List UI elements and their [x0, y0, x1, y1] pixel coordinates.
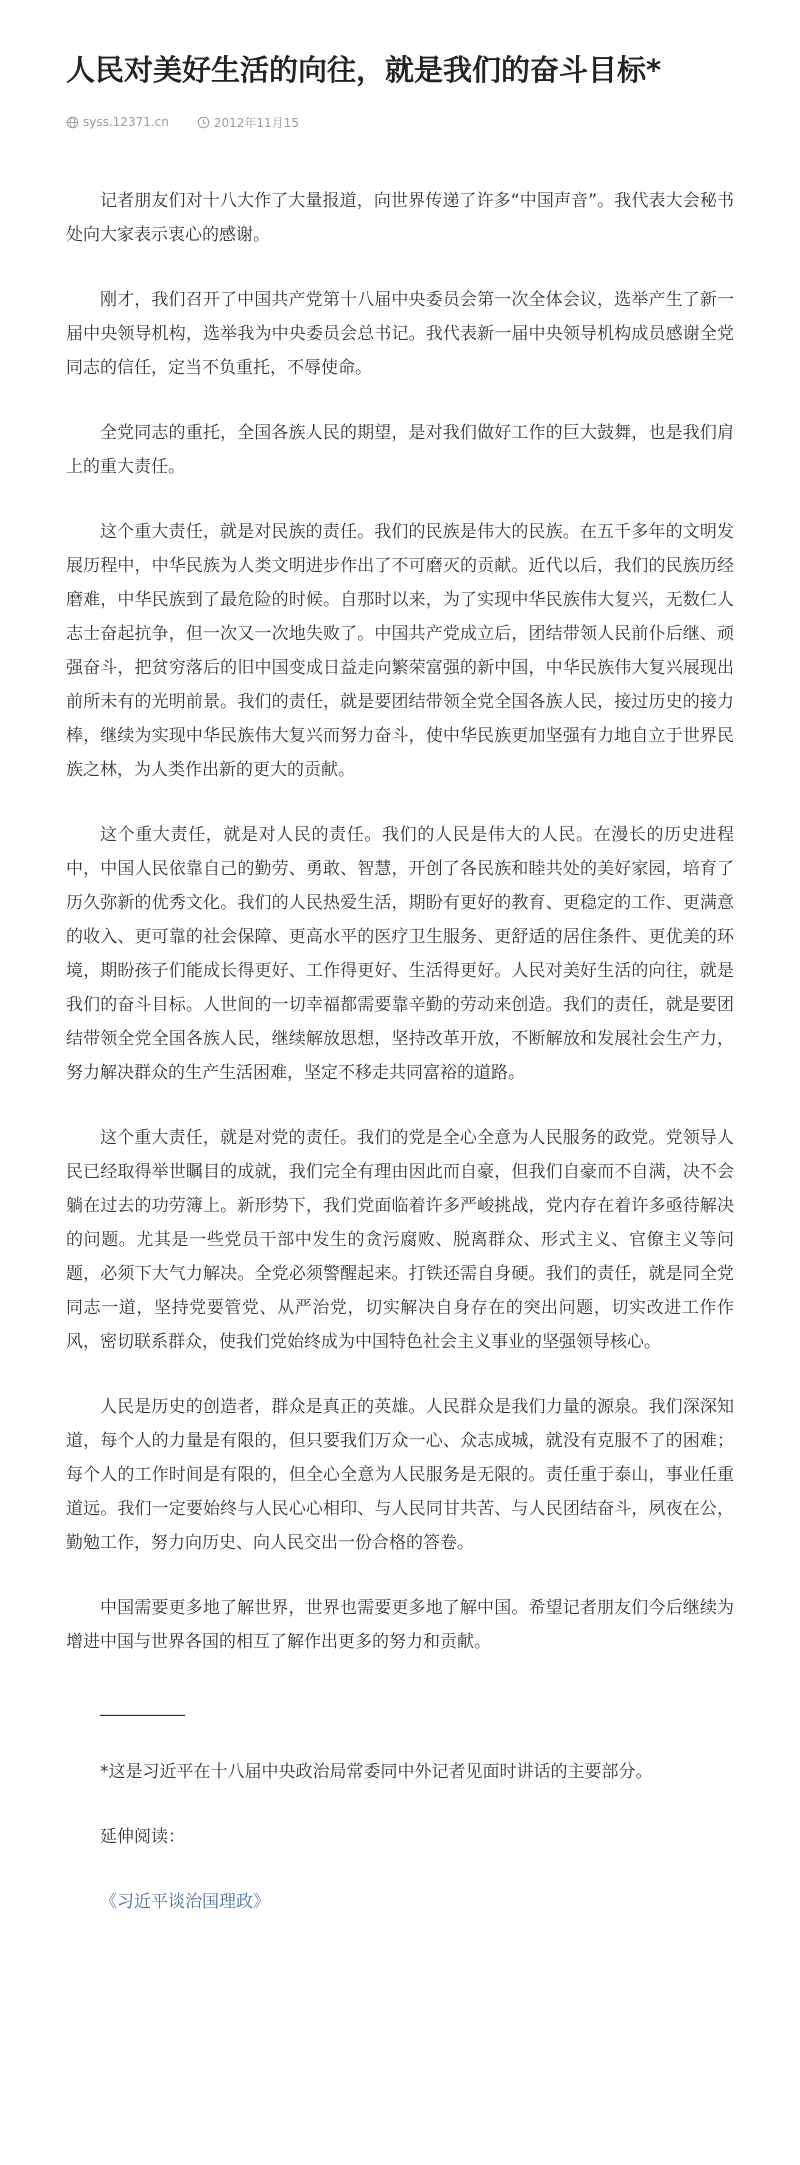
paragraph: 这个重大责任，就是对民族的责任。我们的民族是伟大的民族。在五千多年的文明发展历程中，中华民族为人类文明进步作出了不可磨灭的贡献。近代以后，我们的民族历经磨难，中华民族到了最危险的时候。自那时以来，为了实现中华民族伟大复兴，无数仁人志士奋起抗争，但一次又一次地失败了。中国共产党成立后，团结带领人民前仆后继、顽强奋斗，把贫穷落后的旧中国变成日益走向繁荣富强的新中国，中华民族伟大复兴展现出前所未有的光明前景。我们的责任，就是要团结带领全党全国各族人民，接过历史的接力棒，继续为实现中华民族伟大复兴而努力奋斗，使中华民族更加坚强有力地自立于世界民族之林，为人类作出新的更大的贡献。 [66, 522, 734, 780]
article-title: 人民对美好生活的向往，就是我们的奋斗目标* [66, 53, 662, 87]
extended-reading-item [66, 1885, 734, 1919]
footnote: *这是习近平在十八届中央政治局常委同中外记者见面时讲话的主要部分。 [100, 1762, 653, 1782]
paragraph: 这个重大责任，就是对党的责任。我们的党是全心全意为人民服务的政党。党领导人民已经取得举世瞩目的成就，我们完全有理由因此而自豪，但我们自豪而不自满，决不会躺在过去的功劳簿上。新形势下，我们党面临着许多严峻挑战，党内存在着许多亟待解决的问题。尤其是一些党员干部中发生的贪污腐败、脱离群众、形式主义、官僚主义等问题，必须下大气力解决。全党必须警醒起来。打铁还需自身硬。我们的责任，就是同全党同志一道，坚持党要管党、从严治党，切实解决自身存在的突出问题，切实改进工作作风，密切联系群众，使我们党始终成为中国特色社会主义事业的坚强领导核心。 [66, 1128, 734, 1352]
footnote-divider: __________ [100, 1697, 185, 1717]
source-meta [66, 115, 169, 129]
article-body [66, 184, 734, 1919]
extended-reading-label: 延伸阅读： [100, 1827, 185, 1847]
date-text: 2012年11月15 [213, 115, 299, 130]
paragraph: 全党同志的重托，全国各族人民的期望，是对我们做好工作的巨大鼓舞，也是我们肩上的重大责任。 [66, 423, 734, 477]
paragraph: 这个重大责任，就是对人民的责任。我们的人民是伟大的人民。在漫长的历史进程中，中国人民依靠自己的勤劳、勇敢、智慧，开创了各民族和睦共处的美好家园，培育了历久弥新的优秀文化。我们的人民热爱生活，期盼有更好的教育、更稳定的工作、更满意的收入、更可靠的社会保障、更高水平的医疗卫生服务、更舒适的居住条件、更优美的环境，期盼孩子们能成长得更好、工作得更好、生活得更好。人民对美好生活的向往，就是我们的奋斗目标。人世间的一切幸福都需要靠辛勤的劳动来创造。我们的责任，就是要团结带领全党全国各族人民，继续解放思想，坚持改革开放，不断解放和发展社会生产力，努力解决群众的生产生活困难，坚定不移走共同富裕的道路。 [66, 825, 734, 1083]
source-text: syss.12371.cn [83, 115, 169, 129]
clock-icon [197, 116, 210, 129]
paragraph: 中国需要更多地了解世界，世界也需要更多地了解中国。希望记者朋友们今后继续为增进中国与世界各国的相互了解作出更多的努力和贡献。 [66, 1598, 734, 1652]
paragraph: 刚才，我们召开了中国共产党第十八届中央委员会第一次全体会议，选举产生了新一届中央领导机构，选举我为中央委员会总书记。我代表新一届中央领导机构成员感谢全党同志的信任，定当不负重托，不辱使命。 [66, 290, 734, 378]
article-meta [66, 112, 734, 132]
paragraph: 人民是历史的创造者，群众是真正的英雄。人民群众是我们力量的源泉。我们深深知道，每个人的力量是有限的，但只要我们万众一心、众志成城，就没有克服不了的困难；每个人的工作时间是有限的，但全心全意为人民服务是无限的。责任重于泰山，事业任重道远。我们一定要始终与人民心心相印、与人民同甘共苦、与人民团结奋斗，夙夜在公，勤勉工作，努力向历史、向人民交出一份合格的答卷。 [66, 1397, 734, 1553]
book-link[interactable]: 《习近平谈治国理政》 [100, 1892, 270, 1912]
date-meta [197, 114, 299, 131]
globe-icon [66, 116, 79, 129]
paragraph: 记者朋友们对十八大作了大量报道，向世界传递了许多“中国声音”。我代表大会秘书处向大家表示衷心的感谢。 [66, 191, 734, 245]
